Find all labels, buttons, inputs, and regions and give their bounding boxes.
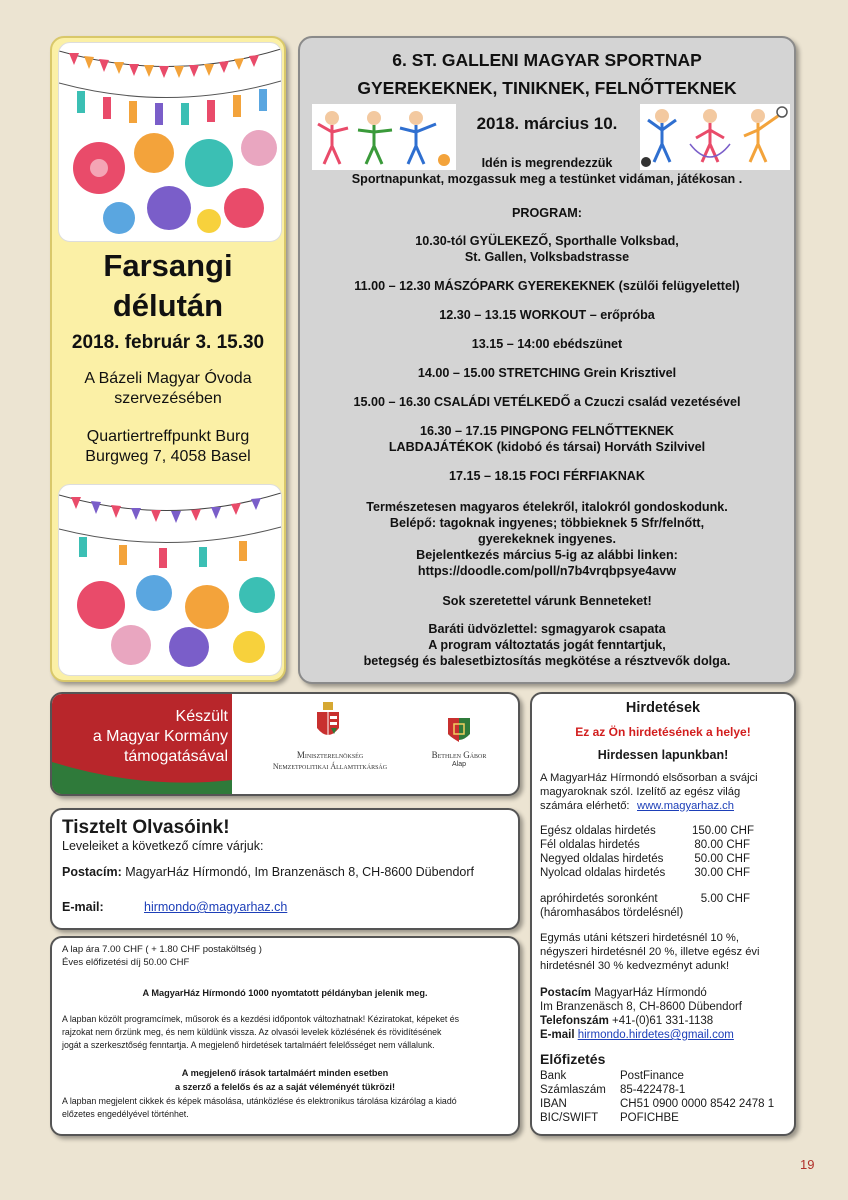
farsang-panel xyxy=(50,36,286,682)
disclaimer-line: A lapban közölt programcímek, műsorok és a kezdési időpontok változhatnak! Kéziratokat, képeket és xyxy=(62,1014,460,1024)
program-item: 16.30 – 17.15 PINGPONG FELNŐTTEKNEK xyxy=(419,424,675,438)
readers-email-link[interactable]: hirmondo@magyarhaz.ch xyxy=(144,900,288,914)
farsang-date: 2018. február 3. 15.30 xyxy=(71,332,265,353)
program-item: St. Gallen, Volksbadstrasse xyxy=(464,250,630,264)
price-row-value: 30.00 CHF xyxy=(694,867,750,879)
ministry-name-line2: Nemzetpolitikai Államtitkárság xyxy=(272,762,388,771)
discount-line: négyszeri hirdetésnél 20 %, illetve egész évi xyxy=(540,946,760,958)
program-item: 12.30 – 13.15 WORKOUT – erőpróba xyxy=(439,308,655,322)
sport-day-panel xyxy=(298,36,796,684)
carnival-decoration-image-top xyxy=(58,42,282,242)
subscription-title: Előfizetés xyxy=(540,1051,606,1067)
sport-intro-line2: Sportnapunkat, mozgassuk meg a testünket vidáman, játékosan . xyxy=(351,172,743,186)
bank-row-label: IBAN xyxy=(540,1098,567,1110)
readers-title: Tisztelt Olvasóink! xyxy=(62,817,230,838)
banner-line3: támogatásával xyxy=(123,748,228,765)
government-support-banner xyxy=(50,692,520,796)
price-row-label: Nyolcad oldalas hirdetés xyxy=(540,867,666,879)
bank-row-label: BIC/SWIFT xyxy=(540,1112,599,1124)
price-row-value: 150.00 CHF xyxy=(692,825,755,837)
postal-address-label: Postacím: xyxy=(62,865,122,879)
ads-description-line: számára elérhető: xyxy=(540,800,630,812)
hungarian-coat-of-arms-icon xyxy=(315,702,341,742)
ads-email-link[interactable]: hirmondo.hirdetes@gmail.com xyxy=(577,1029,734,1041)
bethlen-gabor-subtitle: Alap xyxy=(451,761,466,768)
website-link[interactable]: www.magyarhaz.ch xyxy=(637,800,734,812)
ads-title: Hirdetések xyxy=(625,700,701,716)
responsibility-line1: A megjelenő írások tartalmáért minden esetben xyxy=(181,1068,389,1078)
disclaimer-line: jogát a szerkesztőség fenntartja. A megjelenő hirdetések tartalmáért felelősséget nem vállalunk. xyxy=(62,1040,435,1050)
farsang-organizer-line1: A Bázeli Magyar Óvoda xyxy=(84,370,252,387)
ads-subtitle: Hirdessen lapunkban! xyxy=(597,748,729,762)
ads-description-line: A MagyarHáz Hírmondó elsősorban a svájci xyxy=(540,772,758,784)
ads-postal-row xyxy=(540,987,707,999)
readers-address-row xyxy=(62,865,474,879)
info-line: Természetesen magyaros ételekről, italokról gondoskodunk. xyxy=(366,500,728,514)
bank-row-value: CH51 0900 0000 8542 2478 1 xyxy=(620,1098,775,1110)
sport-date: 2018. március 10. xyxy=(476,114,618,133)
copyright-line: A lapban megjelent cikkek és képek másolása, utánközlése és elektronikus tárolása kizárólag a kiadó xyxy=(62,1096,457,1106)
farsang-title-line2: délután xyxy=(112,288,224,323)
print-run-line: A MagyarHáz Hírmondó 1000 nyomtatott példányban jelenik meg. xyxy=(142,988,428,998)
email-label: E-mail: xyxy=(62,900,104,914)
bank-row-label: Számlaszám xyxy=(540,1084,606,1096)
closing-line: Baráti üdvözlettel: sgmagyarok csapata xyxy=(428,622,666,636)
phone-number: +41-(0)61 331-1138 xyxy=(612,1015,714,1027)
price-row-value: 50.00 CHF xyxy=(694,853,750,865)
bethlen-gabor-shield-icon xyxy=(446,716,472,746)
bank-row-value: PostFinance xyxy=(620,1070,684,1082)
ads-phone-row xyxy=(540,1015,713,1027)
readers-subtitle: Leveleiket a következő címre várjuk: xyxy=(62,839,264,853)
price-row-label: Egész oldalas hirdetés xyxy=(540,825,656,837)
info-line: Bejelentkezés március 5-ig az alábbi linken: xyxy=(416,548,678,562)
page-number: 19 xyxy=(800,1157,815,1172)
banner-line2: a Magyar Kormány xyxy=(92,728,228,745)
banner-line1: Készült xyxy=(175,708,228,725)
program-item: 14.00 – 15.00 STRETCHING Grein Krisztivel xyxy=(417,366,677,380)
program-label: PROGRAM: xyxy=(512,206,582,220)
subscription-line: Éves előfizetési díj 50.00 CHF xyxy=(62,957,190,968)
bank-row-value: 85-422478-1 xyxy=(620,1084,686,1096)
price-line: A lap ára 7.00 CHF ( + 1.80 CHF postaköltség ) xyxy=(62,944,262,955)
discount-line: Egymás utáni kétszeri hirdetésnél 10 %, xyxy=(540,932,739,944)
advertising-box xyxy=(530,692,796,1136)
ads-description-line: magyaroknak szól. Izelítő az egész világ xyxy=(540,786,741,798)
doodle-link[interactable]: https://doodle.com/poll/n7b4vrqbpsye4avw xyxy=(417,564,677,578)
bank-row-label: Bank xyxy=(540,1070,567,1082)
bethlen-gabor-name: Bethlen Gábor xyxy=(431,750,487,760)
impressum-box xyxy=(50,936,520,1136)
price-row-value: 80.00 CHF xyxy=(694,839,750,851)
small-ad-label: apróhirdetés soronként xyxy=(540,893,658,905)
carnival-decoration-image-bottom xyxy=(58,484,282,676)
readers-contact-box xyxy=(50,808,520,930)
program-item: 10.30-tól GYÜLEKEZŐ, Sporthalle Volksbad, xyxy=(415,234,679,248)
sport-title-line2: GYEREKEKNEK, TINIKNEK, FELNŐTTEKNEK xyxy=(357,78,737,98)
info-line: gyerekeknek ingyenes. xyxy=(478,532,616,546)
bank-row-value: POFICHBE xyxy=(620,1112,679,1124)
price-row-label: Fél oldalas hirdetés xyxy=(540,839,640,851)
welcome-line: Sok szeretettel várunk Benneteket! xyxy=(442,594,652,608)
program-item: 15.00 – 16.30 CSALÁDI VETÉLKEDŐ a Czuczi család vezetésével xyxy=(353,395,741,409)
ministry-name-line1: Miniszterelnökség xyxy=(296,750,364,760)
farsang-place-line1: Quartiertreffpunkt Burg xyxy=(86,428,250,445)
ads-postal-address: Im Branzenäsch 8, CH-8600 Dübendorf xyxy=(540,1001,742,1013)
closing-line: betegség és balesetbiztosítás megkötése a résztvevők dolga. xyxy=(363,654,731,668)
responsibility-line2: a szerző a felelős és az a saját véleményét tükrözi! xyxy=(174,1082,396,1092)
sport-title-line1: 6. ST. GALLENI MAGYAR SPORTNAP xyxy=(392,50,702,70)
copyright-line: előzetes engedélyével történhet. xyxy=(62,1109,189,1119)
ads-red-line: Ez az Ön hirdetésének a helye! xyxy=(575,725,751,739)
ads-postal-name: MagyarHáz Hírmondó xyxy=(594,987,707,999)
program-item: LABDAJÁTÉKOK (kidobó és társai) Horváth Szilvivel xyxy=(388,440,706,454)
program-item: 13.15 – 14:00 ebédszünet xyxy=(471,337,623,351)
phone-label: Telefonszám xyxy=(540,1015,609,1027)
disclaimer-line: rajzokat nem őrzünk meg, és nem küldünk vissza. Az olvasói levelek közlésének és rövidítésének xyxy=(62,1027,442,1037)
discount-line: hirdetésnél 30 % kedvezményt adunk! xyxy=(540,960,730,972)
small-ad-note: (háromhasábos tördelésnél) xyxy=(540,907,684,919)
ads-postal-label: Postacím xyxy=(540,987,592,999)
price-row-label: Negyed oldalas hirdetés xyxy=(540,853,664,865)
sport-intro-line1: Idén is megrendezzük xyxy=(481,156,613,170)
farsang-title-line1: Farsangi xyxy=(103,248,233,283)
farsang-place-line2: Burgweg 7, 4058 Basel xyxy=(85,448,251,465)
info-line: Belépő: tagoknak ingyenes; többieknek 5 Sfr/felnőtt, xyxy=(389,516,705,530)
postal-address: MagyarHáz Hírmondó, Im Branzenäsch 8, CH-8600 Dübendorf xyxy=(125,865,475,879)
program-item: 17.15 – 18.15 FOCI FÉRFIAKNAK xyxy=(449,469,645,483)
program-item: 11.00 – 12.30 MÁSZÓPARK GYEREKEKNEK (szülői felügyelettel) xyxy=(354,279,740,293)
closing-line: A program változtatás jogát fenntartjuk, xyxy=(428,638,666,652)
ads-email-row xyxy=(540,1029,734,1041)
ads-email-label: E-mail xyxy=(540,1029,575,1041)
farsang-organizer-line2: szervezésében xyxy=(114,390,222,407)
small-ad-value: 5.00 CHF xyxy=(700,893,750,905)
